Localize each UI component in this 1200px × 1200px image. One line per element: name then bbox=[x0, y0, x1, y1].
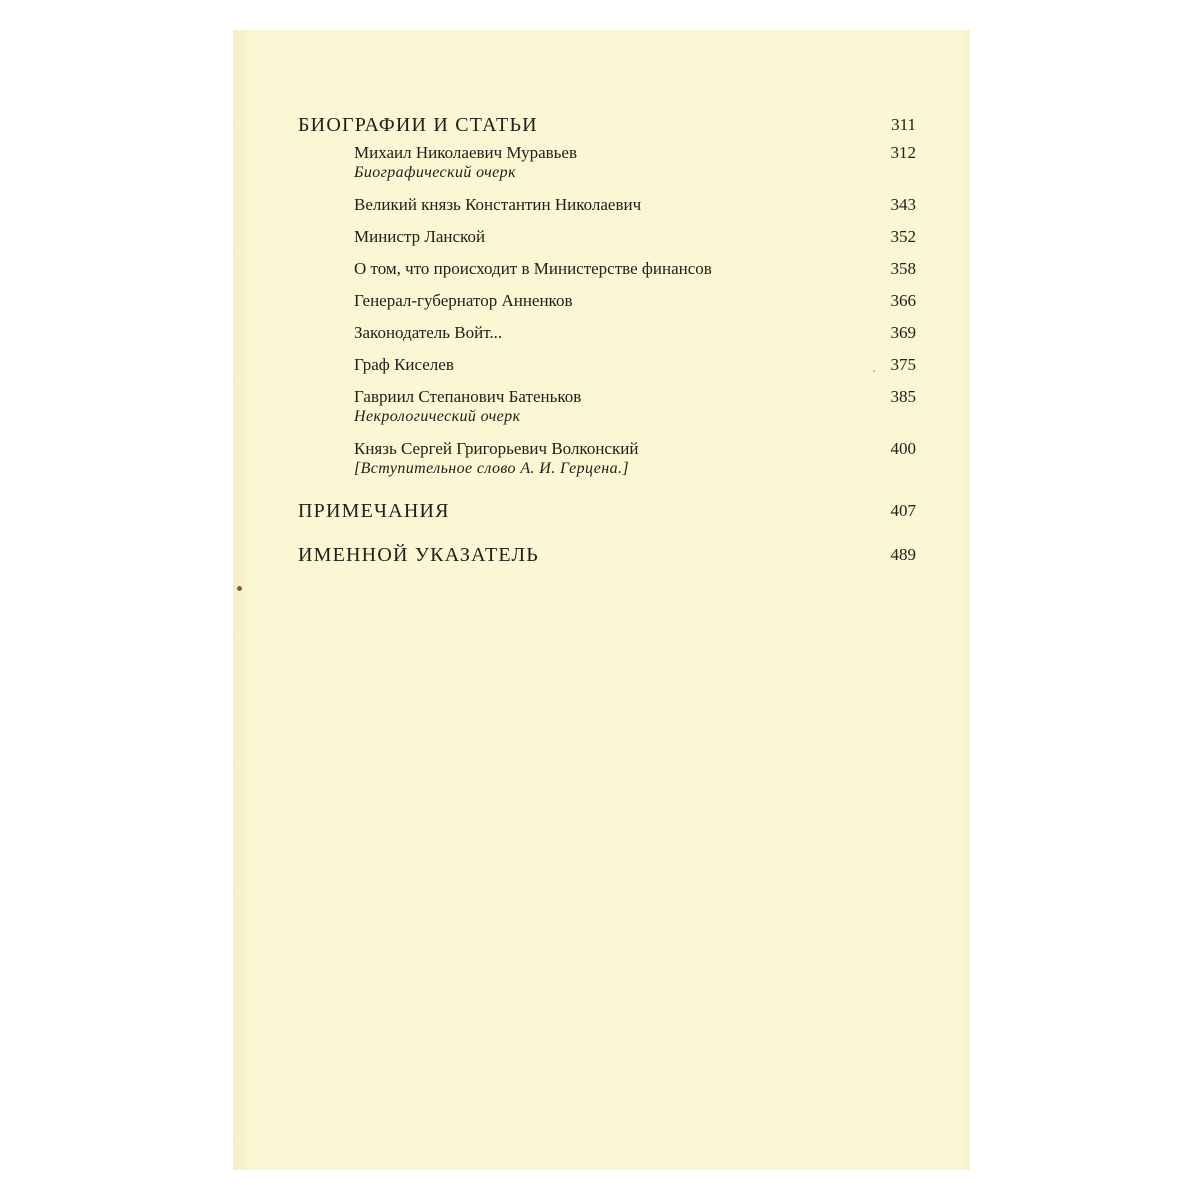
toc-item-title: Министр Ланской bbox=[354, 227, 486, 246]
toc-page-number: 343 bbox=[890, 195, 916, 214]
book-page bbox=[233, 30, 970, 1170]
toc-item-title: Законодатель Войт... bbox=[354, 323, 503, 342]
toc-page-number: 400 bbox=[890, 439, 916, 458]
toc-section-title: ПРИМЕЧАНИЯ bbox=[298, 500, 450, 522]
toc-item-note: Некрологический очерк bbox=[354, 408, 521, 425]
toc-section-notes bbox=[298, 498, 916, 524]
table-of-contents bbox=[298, 112, 916, 568]
toc-page-number: 366 bbox=[890, 291, 916, 310]
toc-item-title: Граф Киселев bbox=[354, 355, 454, 374]
toc-item-title: Гавриил Степанович Батеньков bbox=[354, 387, 582, 406]
toc-page-number: 352 bbox=[890, 227, 916, 246]
toc-item-note: [Вступительное слово А. И. Герцена.] bbox=[354, 460, 630, 477]
toc-section-title: ИМЕННОЙ УКАЗАТЕЛЬ bbox=[298, 544, 539, 566]
toc-item-title: Князь Сергей Григорьевич Волконский bbox=[354, 439, 639, 458]
toc-item bbox=[298, 386, 916, 426]
toc-item bbox=[298, 194, 916, 216]
toc-item bbox=[298, 290, 916, 312]
toc-item bbox=[298, 438, 916, 478]
paper-speck bbox=[237, 586, 242, 591]
toc-item-title: Михаил Николаевич Муравьев bbox=[354, 143, 578, 162]
toc-page-number: 407 bbox=[890, 501, 916, 520]
toc-item bbox=[298, 142, 916, 182]
toc-item bbox=[298, 354, 916, 376]
toc-section-biographies bbox=[298, 112, 916, 138]
toc-page-number: 375 bbox=[890, 355, 916, 374]
toc-page-number: 369 bbox=[890, 323, 916, 342]
toc-item bbox=[298, 322, 916, 344]
toc-section-title: БИОГРАФИИ И СТАТЬИ bbox=[298, 114, 538, 136]
toc-item bbox=[298, 258, 916, 280]
toc-page-number: 312 bbox=[890, 143, 916, 162]
toc-section-index bbox=[298, 542, 916, 568]
toc-page-number: 358 bbox=[890, 259, 916, 278]
toc-item-title: Великий князь Константин Николаевич bbox=[354, 195, 642, 214]
toc-item-note: Биографический очерк bbox=[354, 164, 516, 181]
toc-page-number: 489 bbox=[890, 545, 916, 564]
toc-page-number: 311 bbox=[891, 115, 916, 134]
toc-page-number: 385 bbox=[890, 387, 916, 406]
toc-item-title: Генерал-губернатор Анненков bbox=[354, 291, 573, 310]
toc-item-title: О том, что происходит в Министерстве финансов bbox=[354, 259, 712, 278]
toc-item bbox=[298, 226, 916, 248]
